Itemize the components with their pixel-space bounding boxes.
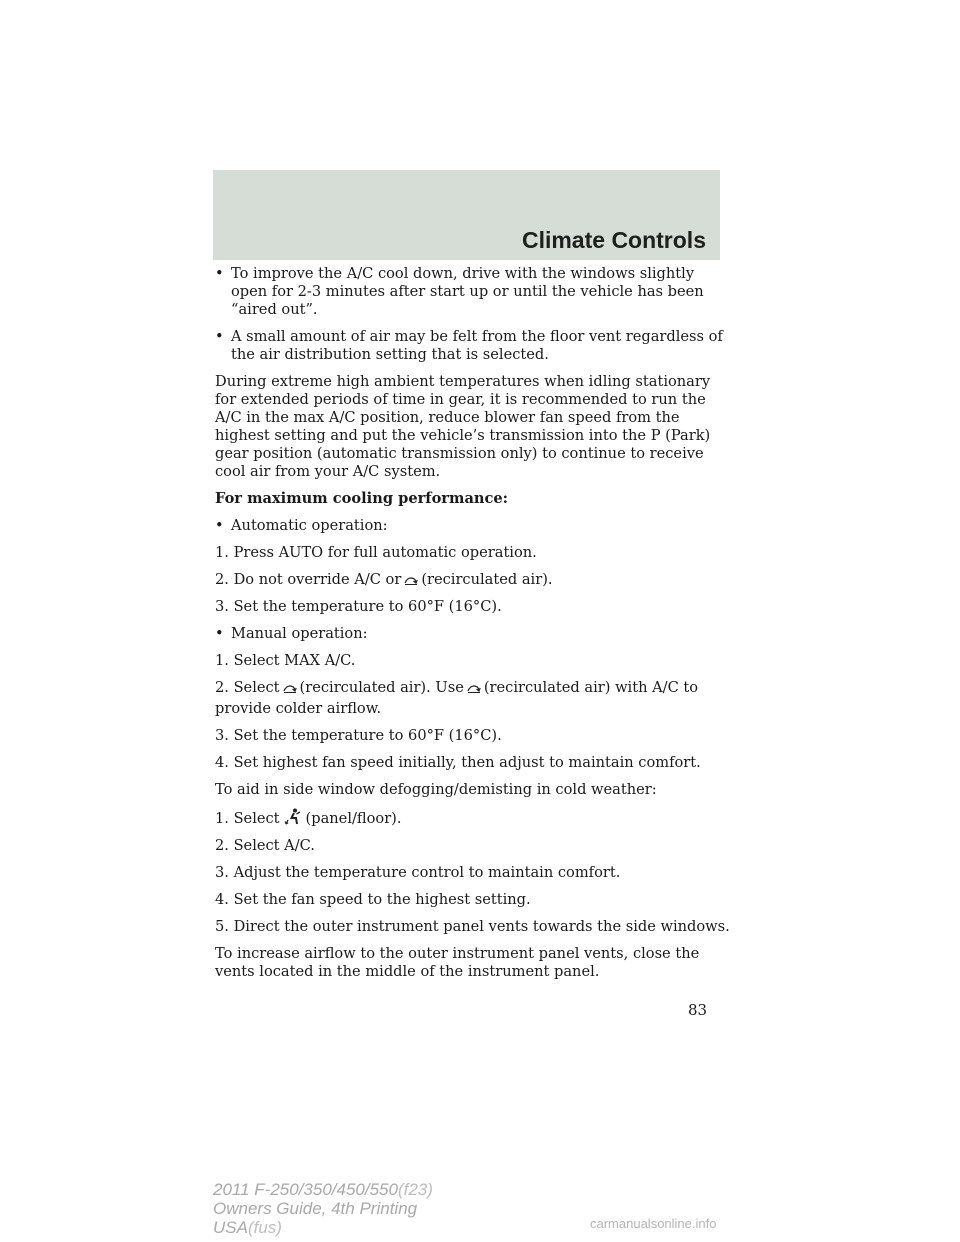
footer-model: 2011 F-250/350/450/550 xyxy=(213,1180,398,1199)
manual-step-1: 1. Select MAX A/C. xyxy=(215,652,356,669)
panel-floor-icon xyxy=(283,808,303,826)
section-header-box xyxy=(213,170,720,260)
defog-step-4: 4. Set the fan speed to the highest setting. xyxy=(215,891,531,908)
bullet-item xyxy=(215,265,723,319)
recirculated-air-icon xyxy=(467,685,481,694)
footer-region: USA xyxy=(213,1218,248,1237)
footer-model-code: (f23) xyxy=(397,1180,433,1199)
bullet-dot: • xyxy=(215,625,224,642)
page-content xyxy=(215,265,730,990)
defog-step-2: 2. Select A/C. xyxy=(215,837,315,854)
bullet-text: To improve the A/C cool down, drive with the windows slightly open for 2-3 minutes after start up or until the vehicle has been “aired out”. xyxy=(231,265,704,318)
step-text: 1. Select xyxy=(215,810,280,827)
step-text: (recirculated air). Use xyxy=(299,679,464,696)
auto-step-1: 1. Press AUTO for full automatic operation. xyxy=(215,544,537,561)
bullet-item xyxy=(215,328,723,364)
section-title: Climate Controls xyxy=(521,227,706,253)
defog-step-3: 3. Adjust the temperature control to maintain comfort. xyxy=(215,864,621,881)
defog-step-1 xyxy=(215,808,723,828)
document-footer xyxy=(213,1180,433,1237)
defog-intro: To aid in side window defogging/demisting in cold weather: xyxy=(215,781,657,798)
bullet-text: Automatic operation: xyxy=(231,517,388,534)
page-number: 83 xyxy=(688,1001,708,1019)
bullet-dot: • xyxy=(215,328,224,345)
manual-step-2-cont: provide colder airflow. xyxy=(215,700,382,717)
bullet-dot: • xyxy=(215,265,224,282)
manual-step-3: 3. Set the temperature to 60°F (16°C). xyxy=(215,727,502,744)
bullet-item xyxy=(215,517,723,535)
defog-step-5: 5. Direct the outer instrument panel vents towards the side windows. xyxy=(215,918,730,935)
footer-line-3 xyxy=(213,1218,433,1237)
step-text: 2. Do not override A/C or xyxy=(215,571,402,588)
footer-region-code: (fus) xyxy=(247,1218,282,1237)
step-text: (recirculated air) with A/C to xyxy=(483,679,699,696)
footer-line-1 xyxy=(213,1180,433,1199)
footer-line-2: Owners Guide, 4th Printing xyxy=(213,1199,418,1218)
heading-max-cooling: For maximum cooling performance: xyxy=(215,490,509,507)
watermark-link[interactable]: carmanualsonline.info xyxy=(590,1216,717,1231)
bullet-text: A small amount of air may be felt from the floor vent regardless of the air distribution setting that is selected. xyxy=(231,328,723,363)
step-text: 2. Select xyxy=(215,679,280,696)
recirculated-air-icon xyxy=(404,577,418,586)
manual-step-4: 4. Set highest fan speed initially, then adjust to maintain comfort. xyxy=(215,754,701,771)
recirculated-air-icon xyxy=(283,685,297,694)
paragraph-high-ambient: During extreme high ambient temperatures when idling stationary for extended periods of time in gear, it is recommended to run the A/C in the max A/C position, reduce blower fan speed from the highest setting and put the vehicle’s transmission into the P (Park) gear position (automatic transmission only) to continue to receive cool air from your A/C system. xyxy=(215,373,711,480)
step-text: (panel/floor). xyxy=(305,810,402,827)
bullet-item xyxy=(215,625,723,643)
manual-step-2 xyxy=(215,679,723,697)
auto-step-3: 3. Set the temperature to 60°F (16°C). xyxy=(215,598,502,615)
auto-step-2 xyxy=(215,571,723,589)
bullet-dot: • xyxy=(215,517,224,534)
step-text: (recirculated air). xyxy=(421,571,553,588)
paragraph-airflow: To increase airflow to the outer instrument panel vents, close the vents located in the middle of the instrument panel. xyxy=(215,945,700,980)
bullet-text: Manual operation: xyxy=(231,625,368,642)
